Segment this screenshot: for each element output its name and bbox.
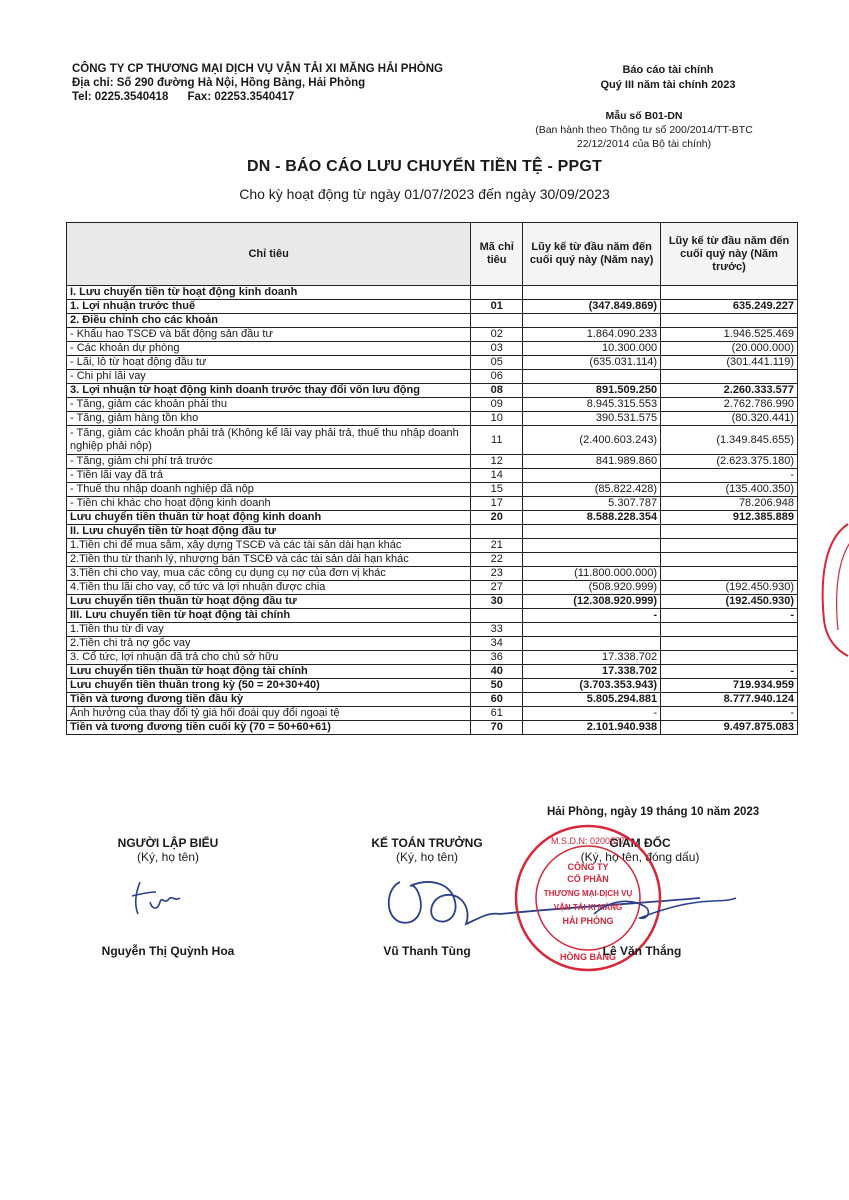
preparer-note: (Ký, họ tên) [136, 850, 200, 864]
row-previous-value: (192.450.930) [661, 581, 798, 595]
row-code [471, 525, 523, 539]
preparer-block [88, 836, 248, 864]
row-code: 01 [471, 300, 523, 314]
row-previous-value [661, 567, 798, 581]
row-current-value: 5.805.294.881 [523, 693, 661, 707]
table-row [67, 679, 798, 693]
row-code [471, 314, 523, 328]
row-current-value: 17.338.702 [523, 665, 661, 679]
table-row [67, 623, 798, 637]
row-label: 1.Tiền chi để mua sắm, xây dựng TSCĐ và các tài sản dài hạn khác [67, 539, 471, 553]
header-item: Chỉ tiêu [67, 223, 471, 286]
cash-flow-table [66, 222, 798, 735]
row-label: 1.Tiền thu từ đi vay [67, 623, 471, 637]
row-previous-value [661, 525, 798, 539]
row-previous-value: - [661, 609, 798, 623]
row-code: 02 [471, 328, 523, 342]
row-previous-value: 2.762.786.990 [661, 398, 798, 412]
row-current-value [523, 539, 661, 553]
table-row [67, 567, 798, 581]
row-previous-value: (301.441.119) [661, 356, 798, 370]
table-row [67, 511, 798, 525]
row-current-value [523, 623, 661, 637]
accountant-role: KẾ TOÁN TRƯỞNG [371, 836, 483, 850]
row-current-value [523, 286, 661, 300]
row-previous-value: (1.349.845.655) [661, 426, 798, 455]
document-title: DN - BÁO CÁO LƯU CHUYỂN TIỀN TỆ - PPGT [246, 158, 603, 175]
table-row [67, 286, 798, 300]
row-code: 08 [471, 384, 523, 398]
row-current-value [523, 469, 661, 483]
row-previous-value: (2.623.375.180) [661, 455, 798, 469]
row-previous-value: - [661, 665, 798, 679]
row-label: - Tăng, giảm các khoản phải trả (Không kể lãi vay phải trả, thuế thu nhập doanh nghiệp phải nộp) [67, 426, 471, 455]
row-previous-value [661, 623, 798, 637]
row-label: - Lãi, lỗ từ hoạt động đầu tư [67, 356, 471, 370]
report-period: Quý III năm tài chính 2023 [600, 79, 736, 91]
table-row [67, 370, 798, 384]
header-code: Mã chỉ tiêu [471, 223, 523, 286]
row-current-value: - [523, 707, 661, 721]
row-previous-value [661, 539, 798, 553]
header-current-year: Lũy kế từ đầu năm đến cuối quý này (Năm nay) [523, 223, 661, 286]
row-label: - Tiền lãi vay đã trả [67, 469, 471, 483]
row-current-value: 891.509.250 [523, 384, 661, 398]
row-code [471, 286, 523, 300]
row-previous-value: (135.400.350) [661, 483, 798, 497]
row-current-value: 1.864.090.233 [523, 328, 661, 342]
row-code: 20 [471, 511, 523, 525]
row-label: III. Lưu chuyển tiền từ hoạt động tài chính [67, 609, 471, 623]
row-label: Ảnh hưởng của thay đổi tỷ giá hối đoái quy đổi ngoại tệ [67, 707, 471, 721]
row-current-value: 10.300.000 [523, 342, 661, 356]
row-previous-value: 2.260.333.577 [661, 384, 798, 398]
stamp-ring-text: M.S.D.N: 0200577 [550, 836, 626, 846]
table-row [67, 539, 798, 553]
preparer-role: NGƯỜI LẬP BIỂU [117, 836, 219, 850]
form-note-1: (Ban hành theo Thông tư số 200/2014/TT-BTC [535, 124, 753, 136]
director-role: GIÁM ĐỐC [609, 836, 671, 850]
row-code: 70 [471, 721, 523, 735]
row-label: Lưu chuyển tiền thuần từ hoạt động kinh doanh [67, 511, 471, 525]
table-body [67, 286, 798, 735]
table-row [67, 412, 798, 426]
stamp-line-1: CÔNG TY [567, 862, 609, 872]
table-row [67, 426, 798, 455]
row-previous-value [661, 286, 798, 300]
table-row [67, 314, 798, 328]
row-current-value: (508.920.999) [523, 581, 661, 595]
row-current-value [523, 370, 661, 384]
report-type: Báo cáo tài chính [622, 64, 714, 76]
row-current-value: (12.308.920.999) [523, 595, 661, 609]
row-label: 3.Tiền chi cho vay, mua các công cụ dụng cụ nợ của đơn vị khác [67, 567, 471, 581]
row-label: I. Lưu chuyển tiền từ hoạt động kinh doanh [67, 286, 471, 300]
row-previous-value: (192.450.930) [661, 595, 798, 609]
row-previous-value [661, 553, 798, 567]
row-current-value [523, 553, 661, 567]
table-row [67, 553, 798, 567]
row-current-value: (2.400.603.243) [523, 426, 661, 455]
row-label: Lưu chuyển tiền thuần từ hoạt động tài chính [67, 665, 471, 679]
table-row [67, 525, 798, 539]
row-code: 11 [471, 426, 523, 455]
row-code: 23 [471, 567, 523, 581]
row-current-value: (85.822.428) [523, 483, 661, 497]
row-label: Tiền và tương đương tiền cuối kỳ (70 = 50+60+61) [67, 721, 471, 735]
row-previous-value [661, 637, 798, 651]
table-row [67, 651, 798, 665]
row-label: - Tăng, giảm các khoản phải thu [67, 398, 471, 412]
table-row [67, 609, 798, 623]
document-subtitle: Cho kỳ hoạt động từ ngày 01/07/2023 đến ngày 30/09/2023 [239, 186, 610, 202]
row-label: 3. Cổ tức, lợi nhuận đã trả cho chủ sở hữu [67, 651, 471, 665]
accountant-block [352, 836, 502, 864]
row-previous-value: 912.385.889 [661, 511, 798, 525]
row-previous-value: 78.206.948 [661, 497, 798, 511]
row-label: 3. Lợi nhuận từ hoạt động kinh doanh trước thay đổi vốn lưu động [67, 384, 471, 398]
page-edge-stamp [818, 520, 849, 660]
header-previous-year: Lũy kế từ đầu năm đến cuối quý này (Năm trước) [661, 223, 798, 286]
row-previous-value: 1.946.525.469 [661, 328, 798, 342]
table-row [67, 469, 798, 483]
row-previous-value [661, 370, 798, 384]
row-code: 14 [471, 469, 523, 483]
row-current-value: 17.338.702 [523, 651, 661, 665]
row-code: 50 [471, 679, 523, 693]
row-code: 40 [471, 665, 523, 679]
signing-date: Hải Phòng, ngày 19 tháng 10 năm 2023 [547, 806, 760, 818]
table-row [67, 483, 798, 497]
row-code: 15 [471, 483, 523, 497]
table-row [67, 581, 798, 595]
table-row [67, 707, 798, 721]
row-label: - Chi phí lãi vay [67, 370, 471, 384]
row-code: 34 [471, 637, 523, 651]
row-label: - Các khoản dự phòng [67, 342, 471, 356]
row-code: 22 [471, 553, 523, 567]
row-current-value: 841.989.860 [523, 455, 661, 469]
row-label: Tiền và tương đương tiền đầu kỳ [67, 693, 471, 707]
stamp-bottom-text: HỒNG BÀNG [560, 952, 616, 962]
row-current-value [523, 525, 661, 539]
report-info [583, 63, 753, 93]
form-info [524, 109, 764, 151]
company-contact: Tel: 0225.3540418 Fax: 02253.3540417 [72, 91, 295, 103]
row-code: 05 [471, 356, 523, 370]
row-previous-value [661, 314, 798, 328]
row-current-value: 390.531.575 [523, 412, 661, 426]
row-code: 60 [471, 693, 523, 707]
row-label: Lưu chuyển tiền thuần trong kỳ (50 = 20+30+40) [67, 679, 471, 693]
preparer-name: Nguyễn Thị Quỳnh Hoa [101, 944, 235, 958]
row-code: 36 [471, 651, 523, 665]
table-row [67, 328, 798, 342]
table-header-row [67, 223, 798, 286]
row-previous-value: (80.320.441) [661, 412, 798, 426]
table-row [67, 342, 798, 356]
preparer-signature [126, 876, 186, 920]
row-previous-value: 635.249.227 [661, 300, 798, 314]
row-code: 17 [471, 497, 523, 511]
stamp-line-4: VẬN TẢI XI MĂNG [553, 903, 623, 912]
stamp-line-3: THƯƠNG MẠI-DỊCH VỤ [543, 889, 633, 898]
row-previous-value [661, 651, 798, 665]
accountant-name: Vũ Thanh Tùng [383, 944, 471, 958]
row-current-value [523, 314, 661, 328]
table-row [67, 356, 798, 370]
row-label: II. Lưu chuyển tiền từ hoạt động đầu tư [67, 525, 471, 539]
form-code: Mẫu số B01-DN [605, 110, 683, 122]
table-row [67, 721, 798, 735]
row-current-value: - [523, 609, 661, 623]
table-row [67, 384, 798, 398]
row-label: 2. Điều chỉnh cho các khoản [67, 314, 471, 328]
company-address: Địa chỉ: Số 290 đường Hà Nội, Hồng Bàng, Hải Phòng [72, 77, 366, 89]
row-label: - Tăng, giảm hàng tồn kho [67, 412, 471, 426]
row-current-value [523, 637, 661, 651]
row-previous-value: 9.497.875.083 [661, 721, 798, 735]
form-note-2: 22/12/2014 của Bộ tài chính) [576, 138, 712, 150]
row-label: 4.Tiền thu lãi cho vay, cổ tức và lợi nhuận được chia [67, 581, 471, 595]
row-label: 2.Tiền thu từ thanh lý, nhượng bán TSCĐ và các tài sản dài hạn khác [67, 553, 471, 567]
row-code: 12 [471, 455, 523, 469]
director-note: (Ký, họ tên, đóng dấu) [580, 850, 700, 864]
row-current-value: (347.849.869) [523, 300, 661, 314]
row-code: 61 [471, 707, 523, 721]
director-name: Lê Văn Thắng [602, 944, 682, 958]
stamp-line-2: CỔ PHẦN [567, 874, 609, 884]
row-code [471, 609, 523, 623]
row-previous-value: 719.934.959 [661, 679, 798, 693]
director-signature [590, 880, 740, 930]
row-code: 33 [471, 623, 523, 637]
stamp-line-5: HẢI PHÒNG [562, 916, 614, 926]
row-previous-value: 8.777.940.124 [661, 693, 798, 707]
row-code: 27 [471, 581, 523, 595]
row-label: 2.Tiền chi trả nợ gốc vay [67, 637, 471, 651]
row-current-value: 2.101.940.938 [523, 721, 661, 735]
row-label: - Thuế thu nhập doanh nghiệp đã nộp [67, 483, 471, 497]
row-previous-value: (20.000.000) [661, 342, 798, 356]
row-current-value: 8.945.315.553 [523, 398, 661, 412]
table-row [67, 398, 798, 412]
table-row [67, 300, 798, 314]
table-row [67, 693, 798, 707]
table-row [67, 455, 798, 469]
row-label: - Khấu hao TSCĐ và bất động sản đầu tư [67, 328, 471, 342]
row-current-value: (635.031.114) [523, 356, 661, 370]
company-header [72, 62, 443, 104]
row-current-value: (3.703.353.943) [523, 679, 661, 693]
company-name: CÔNG TY CP THƯƠNG MẠI DỊCH VỤ VẬN TẢI XI MĂNG HẢI PHÒNG [72, 63, 443, 75]
row-label: 1. Lợi nhuận trước thuế [67, 300, 471, 314]
row-current-value: 8.588.228.354 [523, 511, 661, 525]
table-row [67, 665, 798, 679]
row-code: 06 [471, 370, 523, 384]
table-row [67, 637, 798, 651]
row-current-value: 5.307.787 [523, 497, 661, 511]
row-previous-value: - [661, 469, 798, 483]
row-code: 10 [471, 412, 523, 426]
row-code: 21 [471, 539, 523, 553]
table-row [67, 595, 798, 609]
row-label: Lưu chuyển tiền thuần từ hoạt động đầu tư [67, 595, 471, 609]
row-label: - Tiền chi khác cho hoạt động kinh doanh [67, 497, 471, 511]
row-label: - Tăng, giảm chi phí trả trước [67, 455, 471, 469]
row-code: 03 [471, 342, 523, 356]
row-previous-value: - [661, 707, 798, 721]
table-row [67, 497, 798, 511]
row-code: 30 [471, 595, 523, 609]
row-code: 09 [471, 398, 523, 412]
row-current-value: (11.800.000.000) [523, 567, 661, 581]
accountant-note: (Ký, họ tên) [395, 850, 459, 864]
